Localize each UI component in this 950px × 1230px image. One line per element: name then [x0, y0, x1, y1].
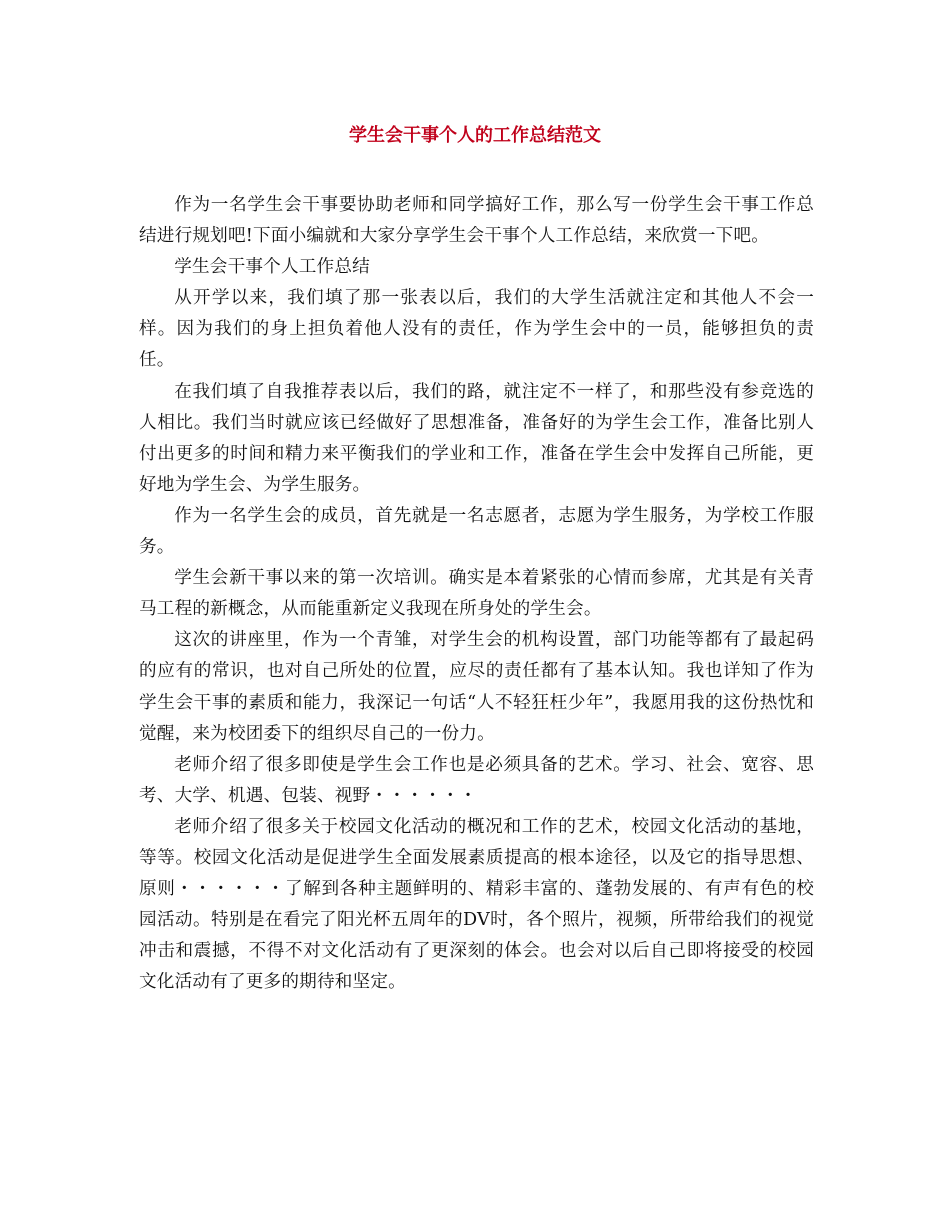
paragraph-intro: 作为一名学生会干事要协助老师和同学搞好工作，那么写一份学生会干事工作总结进行规划吧!下面小编就和大家分享学生会干事个人工作总结，来欣赏一下吧。 [139, 195, 814, 247]
paragraph: 作为一名学生会的成员，首先就是一名志愿者，志愿为学生服务，为学校工作服务。 [139, 505, 814, 558]
paragraph: 学生会新干事以来的第一次培训。确实是本着紧张的心情而参席，尤其是有关青马工程的新概念，从而能重新定义我现在所身处的学生会。 [139, 568, 814, 620]
paragraph: 老师介绍了很多关于校园文化活动的概况和工作的艺术，校园文化活动的基地，等等。校园文化活动是促进学生全面发展素质提高的根本途径，以及它的指导思想、原则・・・・・・了解到各种主题鲜明的、精彩丰富的、蓬勃发展的、有声有色的校园活动。特别是在看完了阳光杯五周年的DV时，各个照片，视频，所带给我们的视觉冲击和震撼，不得不对文化活动有了更深刻的体会。也会对以后自己即将接受的校园文化活动有了更多的期待和坚定。 [139, 816, 814, 993]
paragraph: 老师介绍了很多即使是学生会工作也是必须具备的艺术。学习、社会、宽容、思考、大学、机遇、包装、视野・・・・・・ [139, 754, 814, 806]
document-body [139, 190, 814, 998]
paragraph: 这次的讲座里，作为一个青雏，对学生会的机构设置，部门功能等都有了最起码的应有的常识，也对自己所处的位置，应尽的责任都有了基本认知。我也详知了作为学生会干事的素质和能力，我深记一句话“人不轻狂枉少年”，我愿用我的这份热忱和觉醒，来为校团委下的组织尽自己的一份力。 [139, 630, 814, 744]
paragraph-subheading: 学生会干事个人工作总结 [174, 257, 370, 278]
paragraph: 在我们填了自我推荐表以后，我们的路，就注定不一样了，和那些没有参竞选的人相比。我们当时就应该已经做好了思想准备，准备好的为学生会工作，准备比别人付出更多的时间和精力来平衡我们的学业和工作，准备在学生会中发挥自己所能，更好地为学生会、为学生服务。 [139, 381, 814, 495]
paragraph: 从开学以来，我们填了那一张表以后，我们的大学生活就注定和其他人不会一样。因为我们的身上担负着他人没有的责任，作为学生会中的一员，能够担负的责任。 [139, 288, 814, 371]
document-title: 学生会干事个人的工作总结范文 [349, 125, 601, 146]
